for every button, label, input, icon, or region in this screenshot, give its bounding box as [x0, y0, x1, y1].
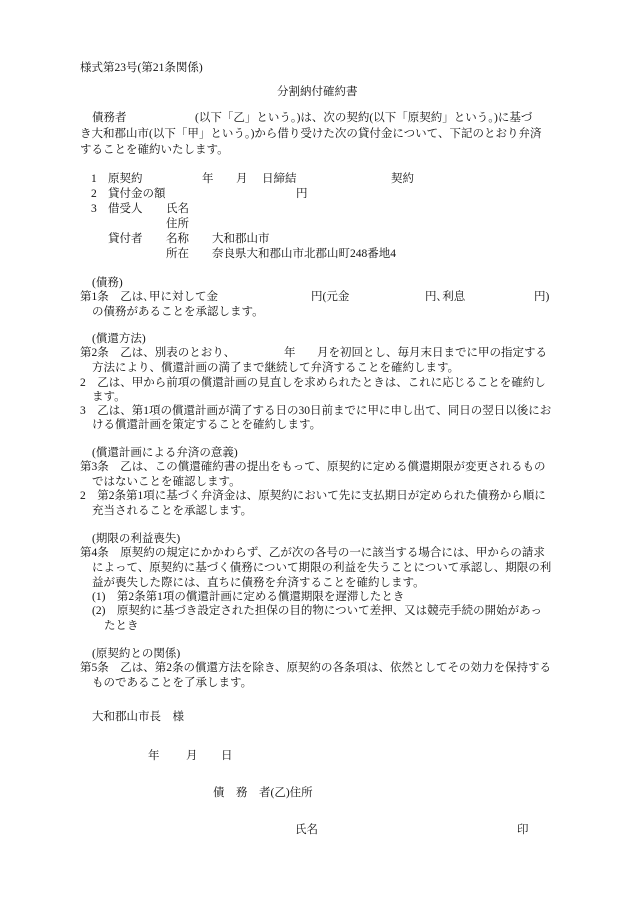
loan-number: 2	[91, 188, 97, 200]
contract-suffix: 契約	[391, 173, 414, 185]
article1-principal-yen: 円､利息	[425, 291, 466, 303]
loan-label: 貸付金の額	[108, 188, 166, 200]
seal-mark: 印	[517, 824, 529, 836]
date-day-label: 日	[221, 750, 233, 762]
intro-debtor-label: 債務者	[92, 112, 127, 124]
article4-item-2-line-2: たとき	[104, 620, 139, 632]
contract-day-label: 日締結	[262, 173, 297, 185]
article2-para3-line-2: ける償還計画を策定することを確約します。	[92, 419, 322, 431]
article2-para3-line-1: 3 乙は、第1項の償還計画が満了する日の30日前までに甲に申し出て、同日の翌日以後にお	[80, 405, 552, 417]
loan-yen-label: 円	[296, 188, 308, 200]
article4-heading: (期限の利益喪失)	[92, 533, 181, 545]
borrower-label: 借受人	[108, 203, 143, 215]
article2-heading: (償還方法)	[92, 333, 146, 345]
article4-line-2: によって、原契約に基づく債務について期限の利益を失うことについて承認し、期限の利	[92, 562, 552, 574]
borrower-address-label: 住所	[166, 218, 189, 230]
article3-para2-line-1: 2 第2条第1項に基づく弁済金は、原契約において先に支払期日が定められた債務から順に	[80, 490, 546, 502]
article1-line-2: の債務があることを承認します。	[92, 306, 264, 318]
article2-line-2: 方法により、償還計画の満了まで継続して弁済することを確約します。	[92, 362, 460, 374]
lender-name: 大和郡山市	[212, 233, 270, 245]
article1-total-yen: 円(元金	[311, 291, 350, 303]
article4-line-1: 第4条 原契約の規定にかかわらず、乙が次の各号の一に該当する場合には、甲からの請求	[80, 547, 545, 559]
lender-label: 貸付者	[108, 233, 143, 245]
article3-para2-line-2: 充当されることを承認します。	[92, 505, 253, 517]
debtor-address-label: 債 務 者(乙)住所	[213, 787, 313, 799]
contract-year-label: 年	[202, 173, 214, 185]
article2-para2-line-1: 2 乙は、甲から前項の償還計画の見直しを求められたときは、これに応じることを確約し	[80, 377, 546, 389]
borrower-number: 3	[91, 203, 97, 215]
article3-line-1: 第3条 乙は、この償還確約書の提出をもって、原契約に定める償還期限が変更されるもの	[80, 461, 546, 473]
addressee: 大和郡山市長 様	[92, 711, 184, 723]
article1-heading: (債務)	[92, 277, 123, 289]
article1-line-1: 第1条 乙は､甲に対して金	[80, 291, 218, 303]
article2-line-1-cont: 月を初回とし、毎月末日までに甲の指定する	[317, 347, 547, 359]
intro-line-1: (以下「乙」という。)は、次の契約(以下「原契約」という。)に基づ	[195, 112, 533, 124]
article3-heading: (償還計画による弁済の意義)	[92, 447, 238, 459]
date-year-label: 年	[148, 750, 160, 762]
intro-line-3: することを確約いたします。	[80, 144, 229, 156]
article1-interest-yen: 円)	[534, 291, 550, 303]
article2-year-label: 年	[284, 347, 296, 359]
form-number: 様式第23号(第21条関係)	[80, 62, 203, 74]
article2-line-1: 第2条 乙は、別表のとおり、	[80, 347, 236, 359]
intro-line-2: き大和郡山市(以下「甲」という。)から借り受けた次の貸付金について、下記のとおり弁済	[80, 128, 542, 140]
lender-location-label: 所在	[166, 248, 189, 260]
article5-line-1: 第5条 乙は、第2条の償還方法を除き、原契約の各条項は、依然としてその効力を保持する	[80, 662, 552, 674]
article4-item-1: (1) 第2条第1項の償還計画に定める償還期限を遅滞したとき	[92, 591, 405, 603]
article4-line-3: 益が喪失した際には、直ちに債務を弁済することを確約します。	[92, 577, 425, 589]
contract-number: 1	[91, 173, 97, 185]
article4-item-2-line-1: (2) 原契約に基づき設定された担保の目的物について差押、又は競売手続の開始があっ	[92, 605, 543, 617]
debtor-name-label: 氏名	[295, 824, 318, 836]
article5-heading: (原契約との関係)	[92, 648, 181, 660]
lender-location: 奈良県大和郡山市北郡山町248番地4	[212, 248, 396, 260]
document-title: 分割納付確約書	[277, 86, 358, 98]
contract-month-label: 月	[236, 173, 248, 185]
borrower-name-label: 氏名	[166, 203, 189, 215]
article5-line-2: ものであることを了承します。	[92, 677, 253, 689]
article2-para2-line-2: ます。	[92, 391, 126, 403]
date-month-label: 月	[186, 750, 198, 762]
lender-name-label: 名称	[166, 233, 189, 245]
contract-label: 原契約	[108, 173, 143, 185]
article3-line-2: ではないことを確認します。	[92, 476, 241, 488]
